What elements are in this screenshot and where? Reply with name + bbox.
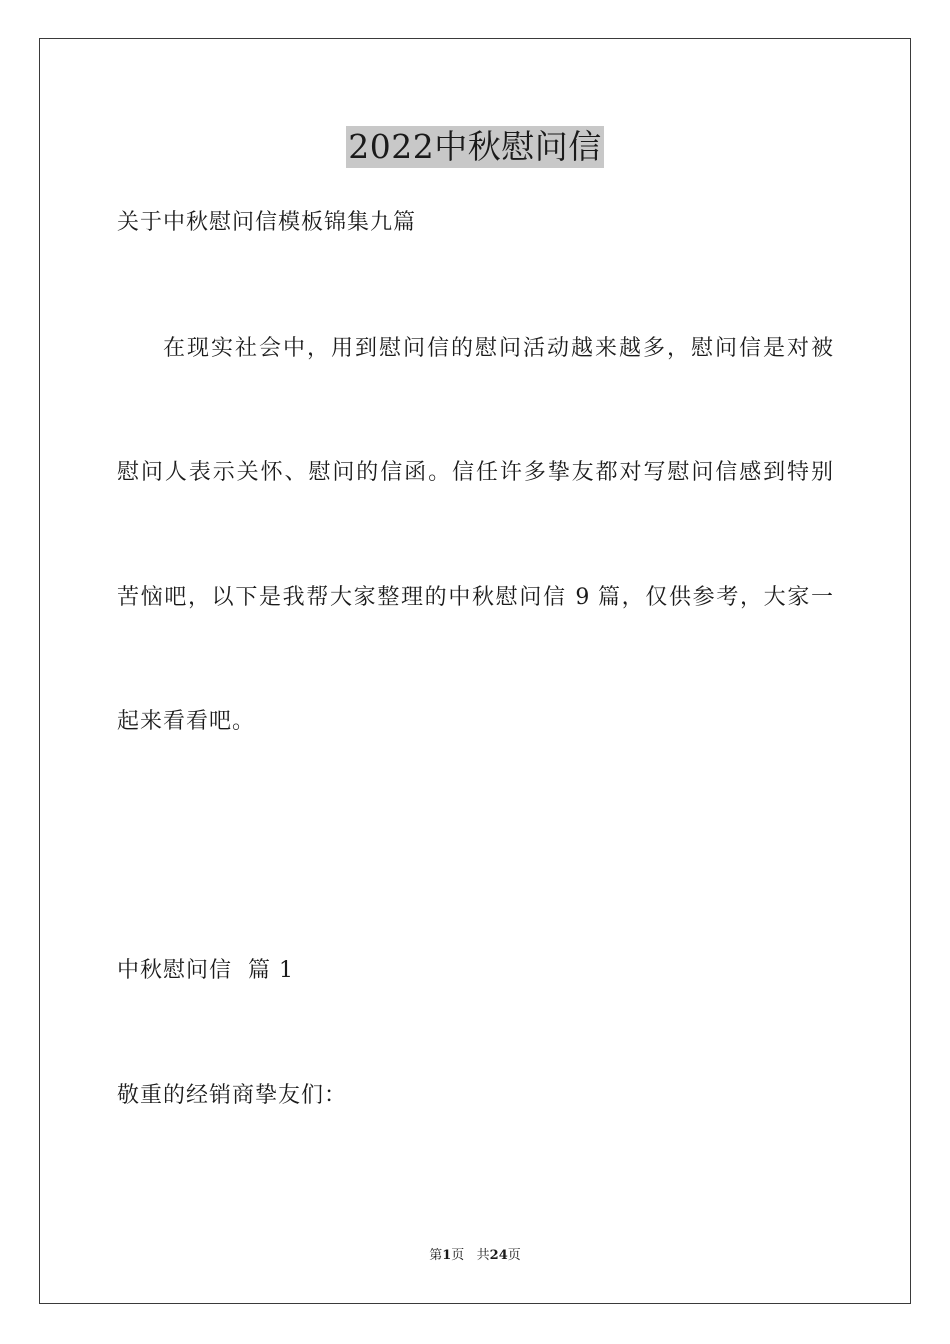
footer-page-total: 24: [489, 1248, 508, 1263]
document-subtitle: 关于中秋慰问信模板锦集九篇: [117, 210, 417, 235]
footer-page-number: 1: [442, 1248, 452, 1263]
document-title: 2022中秋慰问信: [348, 127, 602, 166]
intro-line-2: 慰问人表示关怀、慰问的信函。信任许多挚友都对写慰问信感到特别: [117, 460, 833, 485]
intro-line-4: 起来看看吧。: [117, 709, 256, 734]
footer-page-prefix: 第: [429, 1248, 443, 1263]
salutation: 敬重的经销商挚友们：: [117, 1083, 348, 1108]
title-container: [0, 126, 950, 168]
footer-page-suffix: 页: [507, 1248, 521, 1263]
footer-page-mid: 页 共: [451, 1248, 490, 1263]
page-footer: [0, 1247, 950, 1265]
section-heading: 中秋慰问信 篇 1: [117, 958, 294, 983]
intro-line-3: 苦恼吧，以下是我帮大家整理的中秋慰问信 9 篇，仅供参考，大家一: [117, 585, 833, 610]
intro-line-1: 在现实社会中，用到慰问信的慰问活动越来越多，慰问信是对被: [163, 336, 833, 361]
